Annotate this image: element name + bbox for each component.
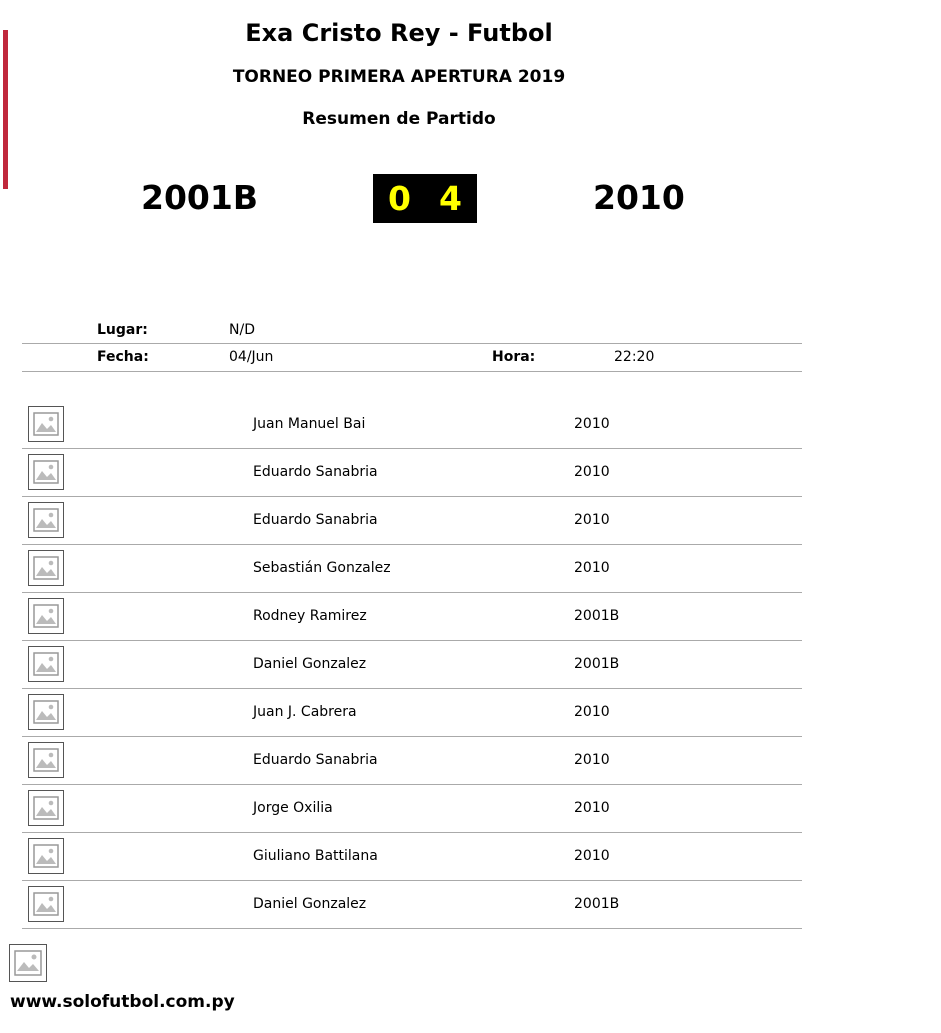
home-score: 0 <box>388 179 411 218</box>
event-team: 2010 <box>574 752 610 768</box>
event-row <box>22 833 802 881</box>
venue-label: Lugar: <box>97 322 148 338</box>
scoreboard <box>373 174 477 223</box>
event-row <box>22 545 802 593</box>
image-placeholder-icon <box>28 886 64 922</box>
image-placeholder-icon <box>28 502 64 538</box>
date-label: Fecha: <box>97 349 149 365</box>
event-row <box>22 689 802 737</box>
event-team: 2010 <box>574 512 610 528</box>
event-player: Daniel Gonzalez <box>253 656 367 672</box>
tournament-title: TORNEO PRIMERA APERTURA 2019 <box>232 67 566 87</box>
venue-value: N/D <box>229 322 255 338</box>
event-row <box>22 785 802 833</box>
match-info <box>22 317 802 372</box>
event-row <box>22 593 802 641</box>
event-team: 2010 <box>574 848 610 864</box>
date-value: 04/Jun <box>229 349 274 365</box>
event-row <box>22 737 802 785</box>
date-time-row <box>22 344 802 372</box>
site-url[interactable]: www.solofutbol.com.py <box>10 992 235 1012</box>
event-player: Juan J. Cabrera <box>253 704 357 720</box>
away-score: 4 <box>439 179 462 218</box>
event-player: Rodney Ramirez <box>253 608 367 624</box>
event-player: Eduardo Sanabria <box>253 464 378 480</box>
image-placeholder-icon <box>28 646 64 682</box>
event-row <box>22 641 802 689</box>
event-team: 2010 <box>574 560 610 576</box>
image-placeholder-icon <box>28 550 64 586</box>
event-player: Eduardo Sanabria <box>253 752 378 768</box>
event-player: Daniel Gonzalez <box>253 896 367 912</box>
event-team: 2001B <box>574 608 620 624</box>
image-placeholder-icon <box>28 742 64 778</box>
home-team-name: 2001B <box>141 178 258 217</box>
time-label: Hora: <box>492 349 536 365</box>
event-row <box>22 497 802 545</box>
image-placeholder-icon <box>28 790 64 826</box>
time-value: 22:20 <box>614 349 655 365</box>
image-placeholder-icon <box>28 838 64 874</box>
club-title: Exa Cristo Rey - Futbol <box>245 19 553 47</box>
event-team: 2010 <box>574 704 610 720</box>
event-player: Giuliano Battilana <box>253 848 378 864</box>
summary-heading: Resumen de Partido <box>302 109 496 129</box>
event-player: Sebastián Gonzalez <box>253 560 391 576</box>
event-team: 2001B <box>574 896 620 912</box>
image-placeholder-icon <box>28 694 64 730</box>
away-team-name: 2010 <box>593 178 685 217</box>
event-row <box>22 881 802 929</box>
event-row <box>22 449 802 497</box>
event-player: Juan Manuel Bai <box>253 416 366 432</box>
event-player: Eduardo Sanabria <box>253 512 378 528</box>
footer-logo-icon <box>9 944 47 982</box>
event-player: Jorge Oxilia <box>253 800 333 816</box>
event-row <box>22 401 802 449</box>
event-team: 2010 <box>574 800 610 816</box>
image-placeholder-icon <box>28 454 64 490</box>
venue-row <box>22 317 802 344</box>
event-team: 2010 <box>574 464 610 480</box>
image-placeholder-icon <box>28 406 64 442</box>
event-team: 2001B <box>574 656 620 672</box>
image-placeholder-icon <box>28 598 64 634</box>
event-team: 2010 <box>574 416 610 432</box>
events-list <box>22 401 802 929</box>
